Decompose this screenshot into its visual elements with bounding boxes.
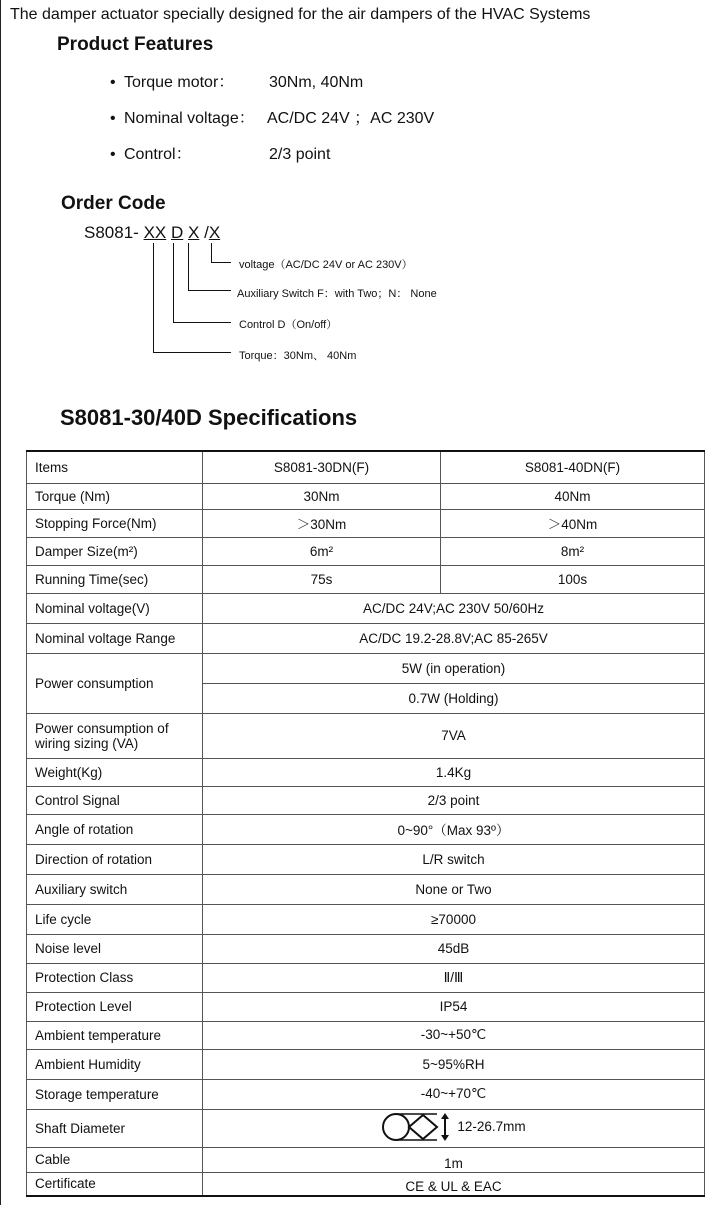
table-cell: Ambient Humidity bbox=[27, 1049, 203, 1079]
table-row bbox=[27, 992, 705, 1021]
table-cell: Power consumption bbox=[27, 653, 203, 713]
table-row bbox=[27, 509, 705, 537]
table-cell: 30Nm bbox=[203, 483, 441, 509]
bullet-icon: • bbox=[110, 146, 116, 163]
table-cell: Cable bbox=[27, 1147, 203, 1172]
table-row bbox=[27, 786, 705, 814]
table-row bbox=[27, 1021, 705, 1049]
table-cell: Nominal voltage Range bbox=[27, 623, 203, 653]
table-cell: 5~95%RH bbox=[203, 1049, 705, 1079]
table-cell: 5W (in operation) bbox=[203, 653, 705, 683]
table-cell: 100s bbox=[441, 565, 705, 593]
legend-aux-switch: Auxiliary Switch F：with Two；N： None bbox=[237, 288, 437, 300]
table-cell: 0.7W (Holding) bbox=[203, 683, 705, 713]
table-row bbox=[27, 904, 705, 934]
table-cell: Certificate bbox=[27, 1172, 203, 1196]
table-cell: 8m² bbox=[441, 537, 705, 565]
table-cell: Items bbox=[27, 451, 203, 483]
table-cell: Storage temperature bbox=[27, 1079, 203, 1109]
table-cell: Direction of rotation bbox=[27, 844, 203, 874]
table-cell: Auxiliary switch bbox=[27, 874, 203, 904]
table-cell: ≥70000 bbox=[203, 904, 705, 934]
table-cell: 7VA bbox=[203, 713, 705, 758]
table-cell: CE & UL & EAC bbox=[203, 1172, 705, 1196]
table-cell: Weight(Kg) bbox=[27, 758, 203, 786]
legend-control: Control D（On/off） bbox=[239, 319, 338, 331]
spec-table bbox=[26, 450, 705, 1197]
table-row bbox=[27, 934, 705, 963]
table-cell: -30~+50℃ bbox=[203, 1021, 705, 1049]
table-row bbox=[27, 1079, 705, 1109]
feature-item: • Nominal voltage： AC/DC 24V ；AC 230V bbox=[110, 110, 435, 127]
table-cell: 12-26.7mm bbox=[203, 1109, 705, 1147]
round-and-square-shaft-icon bbox=[381, 1112, 451, 1142]
table-row bbox=[27, 874, 705, 904]
table-row bbox=[27, 483, 705, 509]
table-cell: 75s bbox=[203, 565, 441, 593]
table-row bbox=[27, 758, 705, 786]
table-row bbox=[27, 653, 705, 683]
table-cell: Torque (Nm) bbox=[27, 483, 203, 509]
table-cell: Stopping Force(Nm) bbox=[27, 509, 203, 537]
table-cell: 6m² bbox=[203, 537, 441, 565]
table-row bbox=[27, 844, 705, 874]
table-row bbox=[27, 623, 705, 653]
intro-text: The damper actuator specially designed for the air dampers of the HVAC Systems bbox=[10, 6, 591, 23]
table-row bbox=[27, 593, 705, 623]
order-code-string: S8081- XX D X /X bbox=[84, 223, 221, 242]
table-row bbox=[27, 1049, 705, 1079]
table-cell: Noise level bbox=[27, 934, 203, 963]
feature-item: • Control： 2/3 point bbox=[110, 146, 331, 163]
table-cell: ＞30Nm bbox=[203, 509, 441, 537]
table-cell: L/R switch bbox=[203, 844, 705, 874]
table-cell: IP54 bbox=[203, 992, 705, 1021]
bullet-icon: • bbox=[110, 74, 116, 91]
table-cell: Ⅱ/Ⅲ bbox=[203, 963, 705, 992]
table-cell: AC/DC 24V;AC 230V 50/60Hz bbox=[203, 593, 705, 623]
table-cell: S8081-40DN(F) bbox=[441, 451, 705, 483]
table-cell: Ambient temperature bbox=[27, 1021, 203, 1049]
table-cell: Running Time(sec) bbox=[27, 565, 203, 593]
table-row bbox=[27, 565, 705, 593]
left-border bbox=[0, 0, 1, 1205]
table-cell: AC/DC 19.2-28.8V;AC 85-265V bbox=[203, 623, 705, 653]
table-cell: 0~90°（Max 93º） bbox=[203, 814, 705, 844]
table-row bbox=[27, 713, 705, 758]
table-row bbox=[27, 1109, 705, 1147]
table-row bbox=[27, 1147, 705, 1172]
legend-voltage: voltage（AC/DC 24V or AC 230V） bbox=[239, 259, 413, 271]
table-cell: Shaft Diameter bbox=[27, 1109, 203, 1147]
table-row bbox=[27, 1172, 705, 1196]
table-cell: None or Two bbox=[203, 874, 705, 904]
table-cell: Angle of rotation bbox=[27, 814, 203, 844]
features-heading: Product Features bbox=[57, 34, 214, 55]
table-cell: Protection Class bbox=[27, 963, 203, 992]
legend-torque: Torque：30Nm、 40Nm bbox=[239, 350, 357, 362]
table-cell: Protection Level bbox=[27, 992, 203, 1021]
table-cell: Control Signal bbox=[27, 786, 203, 814]
table-header-row bbox=[27, 451, 705, 483]
specs-heading: S8081-30/40D Specifications bbox=[60, 405, 358, 430]
table-row bbox=[27, 537, 705, 565]
table-cell: 1.4Kg bbox=[203, 758, 705, 786]
table-row bbox=[27, 963, 705, 992]
table-cell: ＞40Nm bbox=[441, 509, 705, 537]
table-cell: 40Nm bbox=[441, 483, 705, 509]
bullet-icon: • bbox=[110, 110, 116, 127]
table-cell: Damper Size(m²) bbox=[27, 537, 203, 565]
table-cell: S8081-30DN(F) bbox=[203, 451, 441, 483]
table-cell: 1m bbox=[203, 1147, 705, 1172]
table-cell: Life cycle bbox=[27, 904, 203, 934]
feature-item: • Torque motor： 30Nm, 40Nm bbox=[110, 74, 364, 91]
table-row bbox=[27, 814, 705, 844]
table-cell: Power consumption of wiring sizing (VA) bbox=[27, 713, 203, 758]
table-cell: Nominal voltage(V) bbox=[27, 593, 203, 623]
order-code-heading: Order Code bbox=[61, 193, 166, 214]
table-cell: -40~+70℃ bbox=[203, 1079, 705, 1109]
table-cell: 45dB bbox=[203, 934, 705, 963]
table-cell: 2/3 point bbox=[203, 786, 705, 814]
